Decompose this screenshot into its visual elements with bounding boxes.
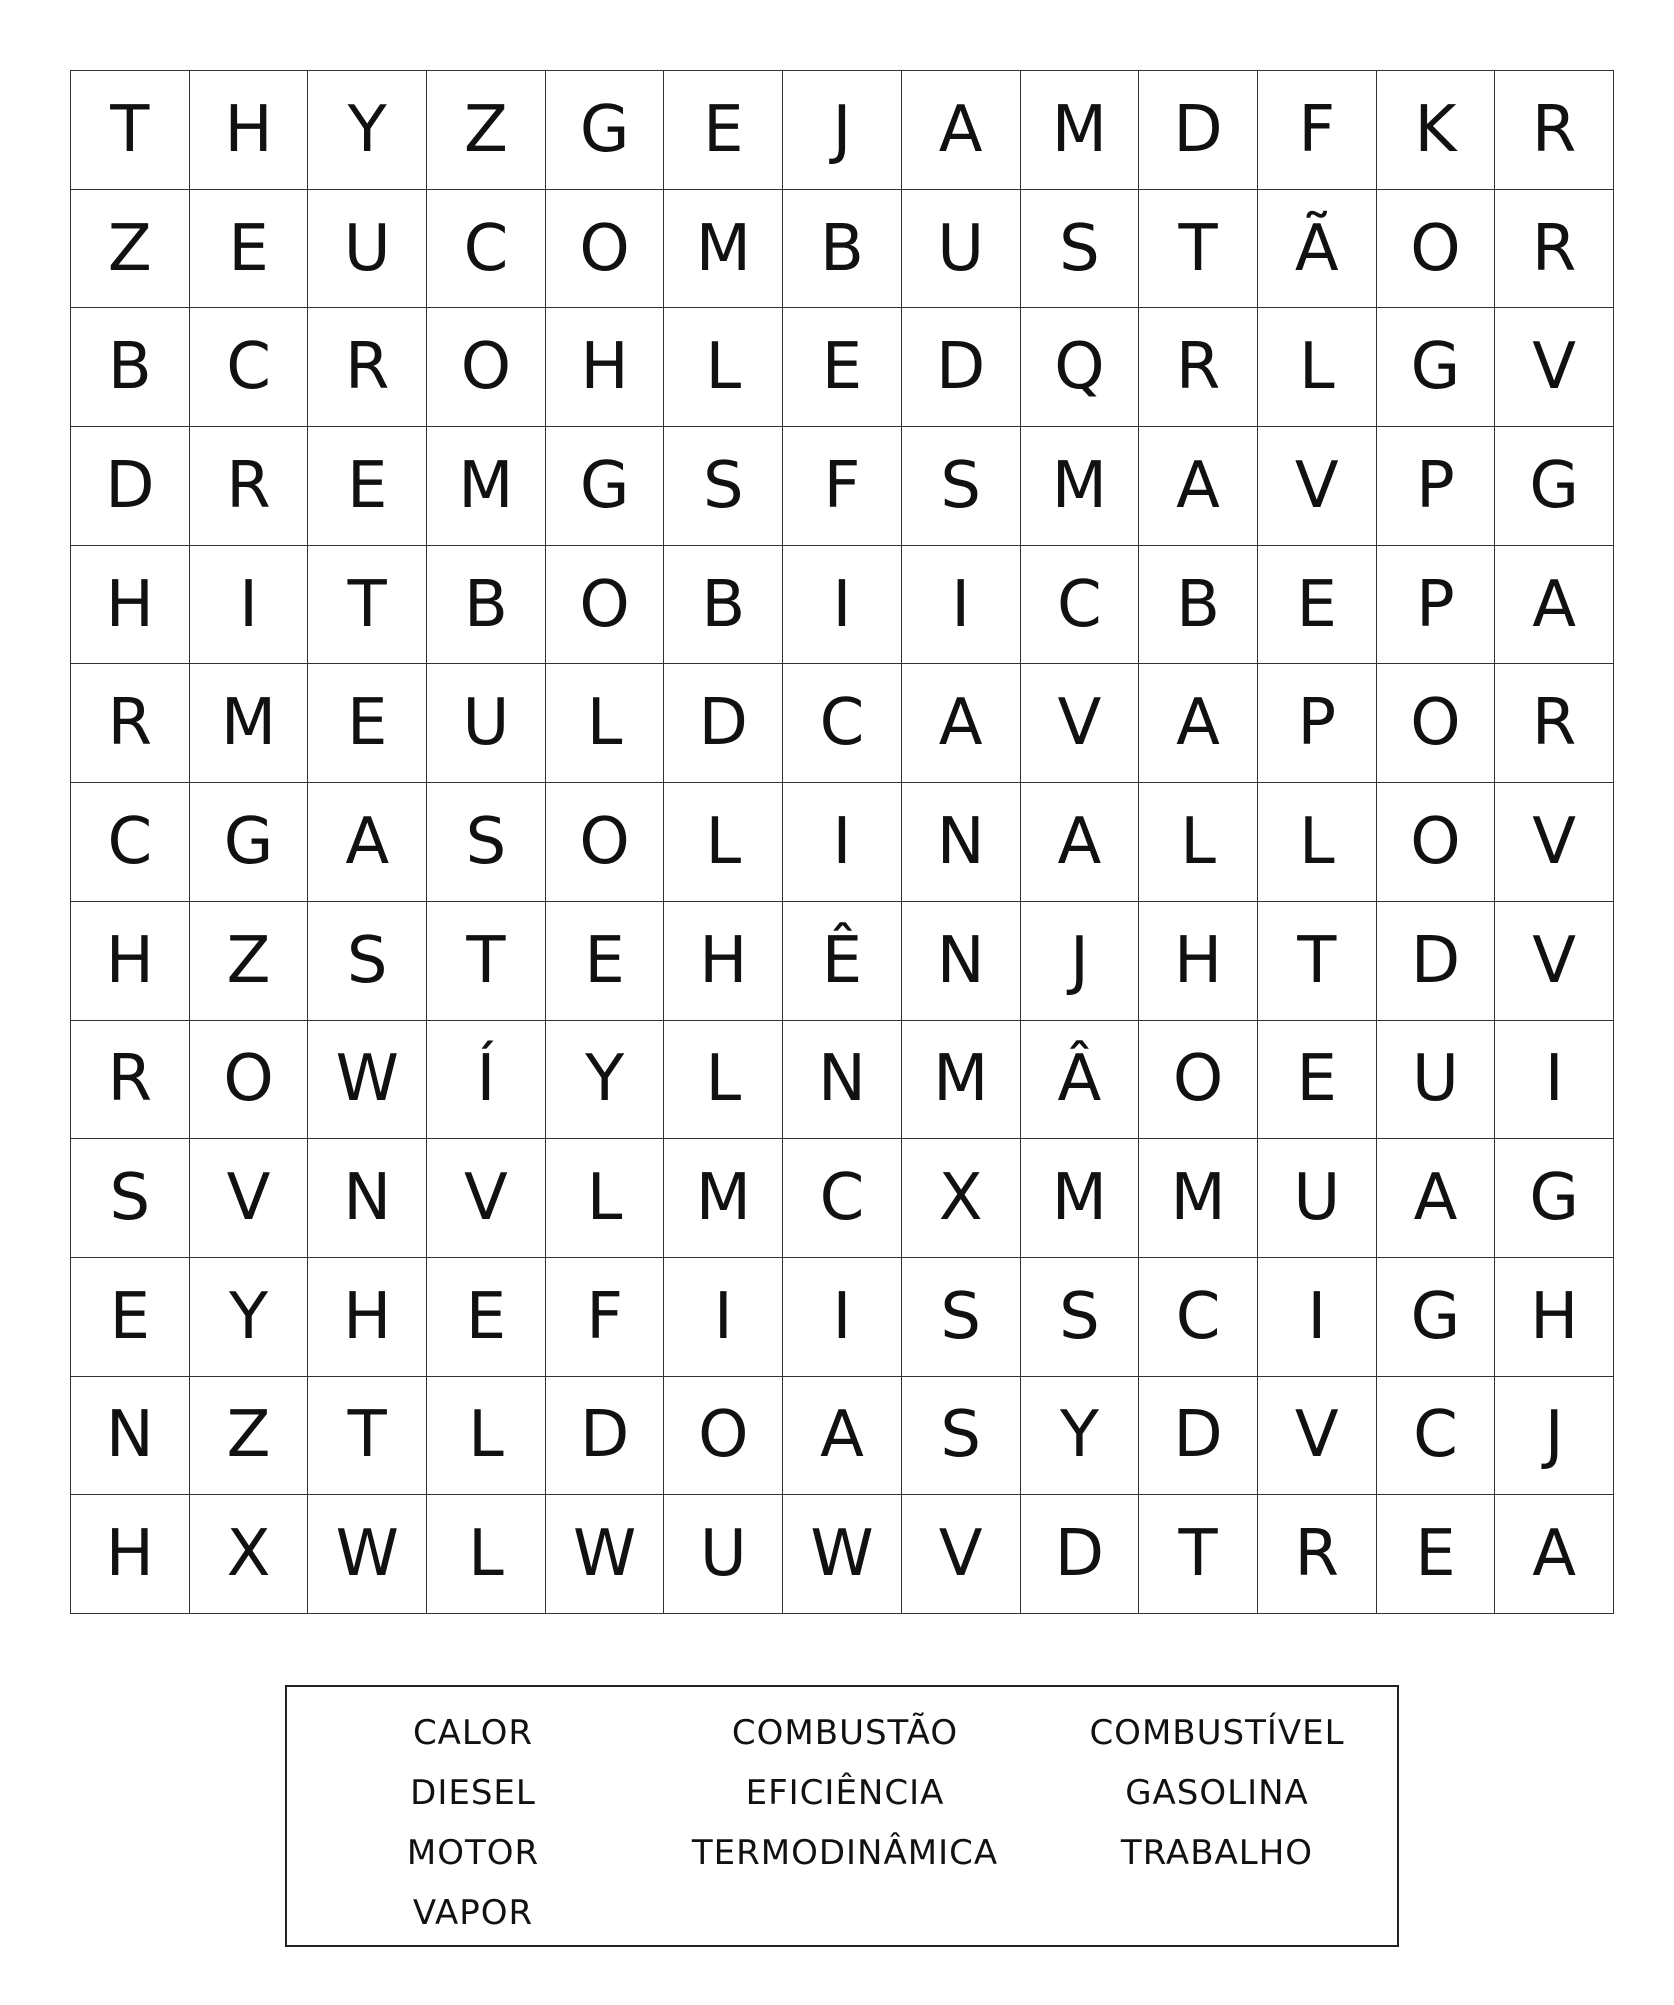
grid-cell[interactable]: A [1021, 783, 1140, 902]
grid-cell[interactable]: R [1258, 1495, 1377, 1614]
grid-cell[interactable]: E [308, 427, 427, 546]
grid-cell[interactable]: N [902, 783, 1021, 902]
grid-cell[interactable]: E [1377, 1495, 1496, 1614]
grid-cell[interactable]: S [1021, 190, 1140, 309]
letter-grid [70, 70, 1614, 1614]
grid-cell[interactable]: S [308, 902, 427, 1021]
grid-cell[interactable]: R [1139, 308, 1258, 427]
grid-cell[interactable]: A [783, 1377, 902, 1496]
grid-cell[interactable]: L [427, 1495, 546, 1614]
grid-cell[interactable]: C [783, 1139, 902, 1258]
grid-cell[interactable]: T [427, 902, 546, 1021]
grid-cell[interactable]: Y [546, 1021, 665, 1140]
grid-cell[interactable]: Ê [783, 902, 902, 1021]
grid-cell[interactable]: L [1258, 783, 1377, 902]
grid-cell[interactable]: N [71, 1377, 190, 1496]
grid-cell[interactable]: L [1258, 308, 1377, 427]
grid-cell[interactable]: R [1495, 71, 1614, 190]
grid-cell[interactable]: L [546, 1139, 665, 1258]
grid-cell[interactable]: O [546, 783, 665, 902]
grid-cell[interactable]: O [664, 1377, 783, 1496]
grid-cell[interactable]: G [1377, 1258, 1496, 1377]
grid-cell[interactable]: Y [308, 71, 427, 190]
grid-cell[interactable]: U [664, 1495, 783, 1614]
grid-cell[interactable]: R [71, 664, 190, 783]
grid-cell[interactable]: C [427, 190, 546, 309]
grid-cell[interactable]: J [783, 71, 902, 190]
grid-cell[interactable]: N [308, 1139, 427, 1258]
grid-cell[interactable]: W [308, 1021, 427, 1140]
grid-cell[interactable]: M [902, 1021, 1021, 1140]
grid-cell[interactable]: G [1495, 427, 1614, 546]
grid-cell[interactable]: A [1139, 427, 1258, 546]
grid-cell[interactable]: T [1139, 190, 1258, 309]
grid-cell[interactable]: A [902, 71, 1021, 190]
grid-cell[interactable]: V [902, 1495, 1021, 1614]
grid-cell[interactable]: Z [190, 1377, 309, 1496]
grid-cell[interactable]: E [1258, 1021, 1377, 1140]
word-list-item: CALOR [412, 1713, 534, 1753]
grid-cell[interactable]: Z [190, 902, 309, 1021]
grid-cell[interactable]: V [1495, 783, 1614, 902]
grid-cell[interactable]: R [1495, 190, 1614, 309]
grid-cell[interactable]: E [783, 308, 902, 427]
grid-cell[interactable]: M [664, 1139, 783, 1258]
grid-cell[interactable]: Y [1021, 1377, 1140, 1496]
word-list-item: TERMODINÂMICA [691, 1833, 999, 1873]
grid-cell[interactable]: C [1377, 1377, 1496, 1496]
grid-cell[interactable]: H [1495, 1258, 1614, 1377]
grid-cell[interactable]: N [902, 902, 1021, 1021]
grid-cell[interactable]: I [1258, 1258, 1377, 1377]
grid-cell[interactable]: M [190, 664, 309, 783]
grid-cell[interactable]: M [664, 190, 783, 309]
grid-cell[interactable]: Â [1021, 1021, 1140, 1140]
grid-cell[interactable]: W [308, 1495, 427, 1614]
grid-cell[interactable]: V [1021, 664, 1140, 783]
grid-cell[interactable]: Y [190, 1258, 309, 1377]
grid-cell[interactable]: R [1495, 664, 1614, 783]
grid-cell[interactable]: U [308, 190, 427, 309]
grid-cell[interactable]: V [1495, 902, 1614, 1021]
grid-cell[interactable]: T [308, 546, 427, 665]
word-list-item: EFICIÊNCIA [745, 1773, 945, 1813]
grid-cell[interactable]: R [190, 427, 309, 546]
grid-cell[interactable]: O [1139, 1021, 1258, 1140]
grid-cell[interactable]: S [902, 427, 1021, 546]
grid-cell[interactable]: L [664, 783, 783, 902]
grid-cell[interactable]: L [1139, 783, 1258, 902]
grid-cell[interactable]: G [1495, 1139, 1614, 1258]
grid-cell[interactable]: H [664, 902, 783, 1021]
grid-cell[interactable]: D [546, 1377, 665, 1496]
grid-cell[interactable]: M [427, 427, 546, 546]
grid-cell[interactable]: I [783, 783, 902, 902]
grid-cell[interactable]: W [783, 1495, 902, 1614]
grid-cell[interactable]: S [71, 1139, 190, 1258]
word-list-item: COMBUSTÍVEL [1089, 1713, 1345, 1753]
grid-cell[interactable]: C [71, 783, 190, 902]
grid-cell[interactable]: F [546, 1258, 665, 1377]
grid-cell[interactable]: Q [1021, 308, 1140, 427]
grid-cell[interactable]: G [546, 427, 665, 546]
grid-cell[interactable]: B [664, 546, 783, 665]
grid-cell[interactable]: A [1495, 1495, 1614, 1614]
grid-cell[interactable]: V [190, 1139, 309, 1258]
grid-cell[interactable]: D [1377, 902, 1496, 1021]
grid-cell[interactable]: E [308, 664, 427, 783]
grid-cell[interactable]: K [1377, 71, 1496, 190]
grid-cell[interactable]: C [783, 664, 902, 783]
word-list-box [285, 1685, 1399, 1947]
grid-cell[interactable]: E [427, 1258, 546, 1377]
grid-cell[interactable]: T [71, 71, 190, 190]
grid-cell[interactable]: H [308, 1258, 427, 1377]
grid-cell[interactable]: F [1258, 71, 1377, 190]
grid-cell[interactable]: M [1021, 427, 1140, 546]
word-list-item: GASOLINA [1125, 1773, 1309, 1813]
grid-cell[interactable]: A [1377, 1139, 1496, 1258]
grid-cell[interactable]: H [1139, 902, 1258, 1021]
grid-cell[interactable]: T [308, 1377, 427, 1496]
grid-cell[interactable]: W [546, 1495, 665, 1614]
grid-cell[interactable]: D [664, 664, 783, 783]
grid-cell[interactable]: H [190, 71, 309, 190]
grid-cell[interactable]: A [1139, 664, 1258, 783]
grid-cell[interactable]: H [71, 902, 190, 1021]
grid-cell[interactable]: M [1139, 1139, 1258, 1258]
grid-cell[interactable]: O [1377, 190, 1496, 309]
grid-cell[interactable]: D [1021, 1495, 1140, 1614]
word-list [287, 1703, 1397, 1943]
word-list-item: TRABALHO [1120, 1833, 1314, 1873]
grid-cell[interactable]: A [902, 664, 1021, 783]
grid-cell[interactable]: X [190, 1495, 309, 1614]
grid-cell[interactable]: P [1258, 664, 1377, 783]
grid-cell[interactable]: U [1377, 1021, 1496, 1140]
grid-cell[interactable]: M [1021, 1139, 1140, 1258]
grid-cell[interactable]: V [1258, 427, 1377, 546]
grid-cell[interactable]: D [1139, 1377, 1258, 1496]
grid-cell[interactable]: J [1021, 902, 1140, 1021]
grid-cell[interactable]: I [902, 546, 1021, 665]
grid-cell[interactable]: Í [427, 1021, 546, 1140]
grid-cell[interactable]: L [427, 1377, 546, 1496]
grid-cell[interactable]: B [427, 546, 546, 665]
grid-cell[interactable]: S [1021, 1258, 1140, 1377]
grid-cell[interactable]: G [1377, 308, 1496, 427]
grid-cell[interactable]: V [1495, 308, 1614, 427]
grid-cell[interactable]: O [1377, 783, 1496, 902]
grid-cell[interactable]: A [308, 783, 427, 902]
grid-cell[interactable]: V [427, 1139, 546, 1258]
grid-cell[interactable]: Z [427, 71, 546, 190]
grid-cell[interactable]: V [1258, 1377, 1377, 1496]
grid-cell[interactable]: A [1495, 546, 1614, 665]
grid-cell[interactable]: B [1139, 546, 1258, 665]
word-list-item: VAPOR [412, 1893, 534, 1933]
grid-cell[interactable]: U [902, 190, 1021, 309]
grid-cell[interactable]: N [783, 1021, 902, 1140]
grid-cell[interactable]: S [664, 427, 783, 546]
grid-cell[interactable]: O [190, 1021, 309, 1140]
word-list-item: DIESEL [410, 1773, 536, 1813]
grid-cell[interactable]: U [427, 664, 546, 783]
grid-cell[interactable]: B [71, 308, 190, 427]
grid-cell[interactable]: I [783, 1258, 902, 1377]
grid-cell[interactable]: R [308, 308, 427, 427]
grid-cell[interactable]: S [902, 1258, 1021, 1377]
grid-cell[interactable]: I [190, 546, 309, 665]
grid-cell[interactable]: S [902, 1377, 1021, 1496]
grid-cell[interactable]: I [1495, 1021, 1614, 1140]
grid-cell[interactable]: O [546, 190, 665, 309]
grid-cell[interactable]: H [71, 1495, 190, 1614]
grid-cell[interactable]: E [190, 190, 309, 309]
grid-cell[interactable]: H [546, 308, 665, 427]
grid-cell[interactable]: F [783, 427, 902, 546]
grid-cell[interactable]: T [1258, 902, 1377, 1021]
grid-cell[interactable]: L [546, 664, 665, 783]
grid-cell[interactable]: E [1258, 546, 1377, 665]
grid-cell[interactable]: I [664, 1258, 783, 1377]
word-list-item: MOTOR [406, 1833, 540, 1873]
grid-cell[interactable]: P [1377, 546, 1496, 665]
grid-cell[interactable]: C [1021, 546, 1140, 665]
grid-cell[interactable]: P [1377, 427, 1496, 546]
grid-cell[interactable]: M [1021, 71, 1140, 190]
grid-cell[interactable]: G [190, 783, 309, 902]
grid-cell[interactable]: R [71, 1021, 190, 1140]
grid-cell[interactable]: U [1258, 1139, 1377, 1258]
grid-cell[interactable]: Z [71, 190, 190, 309]
grid-cell[interactable]: D [71, 427, 190, 546]
grid-cell[interactable]: L [664, 1021, 783, 1140]
grid-cell[interactable]: E [664, 71, 783, 190]
grid-cell[interactable]: Ã [1258, 190, 1377, 309]
grid-cell[interactable]: G [546, 71, 665, 190]
grid-cell[interactable]: O [427, 308, 546, 427]
grid-cell[interactable]: L [664, 308, 783, 427]
grid-cell[interactable]: C [190, 308, 309, 427]
grid-cell[interactable]: X [902, 1139, 1021, 1258]
grid-cell[interactable]: T [1139, 1495, 1258, 1614]
grid-cell[interactable]: O [546, 546, 665, 665]
grid-cell[interactable]: B [783, 190, 902, 309]
word-list-item: COMBUSTÃO [731, 1713, 959, 1753]
grid-cell[interactable]: I [783, 546, 902, 665]
grid-cell[interactable]: H [71, 546, 190, 665]
grid-cell[interactable]: C [1139, 1258, 1258, 1377]
grid-cell[interactable]: J [1495, 1377, 1614, 1496]
grid-cell[interactable]: E [546, 902, 665, 1021]
grid-cell[interactable]: E [71, 1258, 190, 1377]
grid-cell[interactable]: S [427, 783, 546, 902]
grid-cell[interactable]: D [902, 308, 1021, 427]
grid-cell[interactable]: D [1139, 71, 1258, 190]
grid-cell[interactable]: O [1377, 664, 1496, 783]
